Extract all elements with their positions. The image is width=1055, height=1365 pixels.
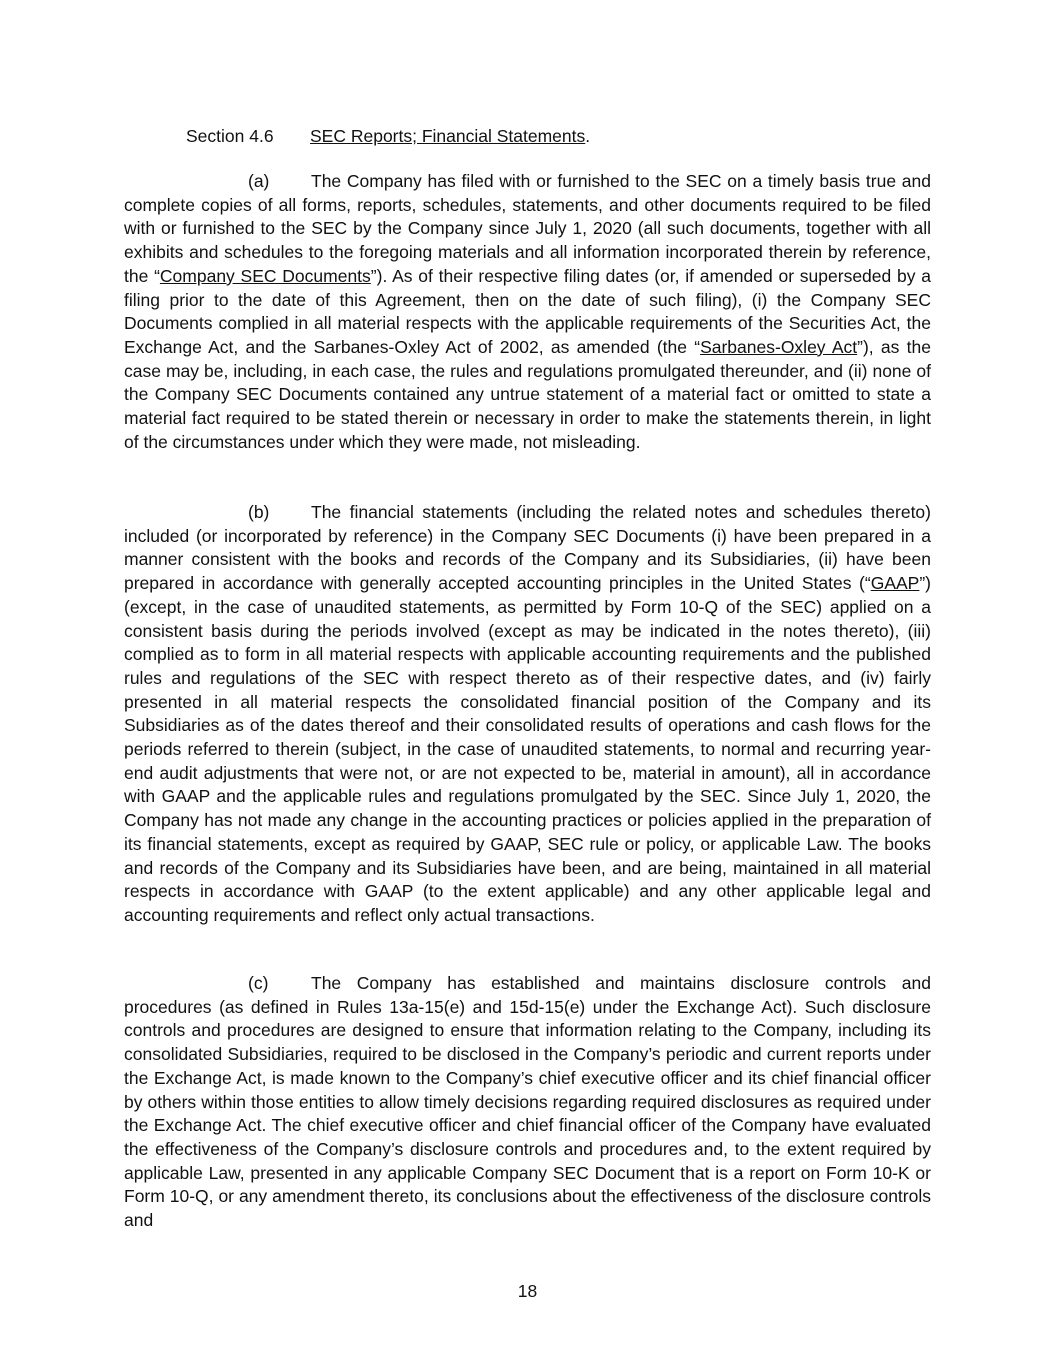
defined-term-gaap: GAAP	[870, 573, 920, 594]
paragraph-b-text-1: The financial statements (including the related notes and schedules thereto) included (or incorporated by reference) in the Company SEC Documents (i) have been prepared in a manner consistent with the books and records of the Company and its Subsidiaries, (ii) have been prepared in accordance with generally accepted accounting principles in the United States (“	[124, 502, 931, 594]
section-title-suffix: .	[585, 126, 591, 146]
paragraph-a	[124, 170, 931, 454]
paragraph-a-label: (a)	[248, 171, 270, 191]
page-number: 18	[517, 1281, 538, 1301]
paragraph-a-text-3: ”), as the case may be, including, in each case, the rules and regulations promulgated thereunder, and (ii) none of the Company SEC Documents contained any untrue statement of a material fact or omitted to state a material fact required to be stated therein or necessary in order to make the statements therein, in light of the circumstances under which they were made, not misleading.	[124, 336, 931, 452]
paragraph-b-text-2: ”) (except, in the case of unaudited statements, as permitted by Form 10-Q of the SEC) applied on a consistent basis during the periods involved (except as may be indicated in the notes thereto), (iii) complied as to form in all material respects with applicable accounting requirements and the published rules and regulations of the SEC with respect thereto as of their respective dates, and (iv) fairly presented in all material respects the consolidated financial position of the Company and its Subsidiaries as of the dates thereof and their consolidated results of operations and cash flows for the periods referred to therein (subject, in the case of unaudited statements, to normal and recurring year-end audit adjustments that were not, or are not expected to be, material in amount), all in accordance with GAAP and the applicable rules and regulations promulgated by the SEC. Since July 1, 2020, the Company has not made any change in the accounting practices or policies applied in the preparation of its financial statements, except as required by GAAP, SEC rule or policy, or applicable Law. The books and records of the Company and its Subsidiaries have been, and are being, maintained in all material respects in accordance with GAAP (to the extent applicable) and any other applicable legal and accounting requirements and reflect only actual transactions.	[124, 573, 931, 925]
paragraph-a-text-1: The Company has filed with or furnished to the SEC on a timely basis true and complete copies of all forms, reports, schedules, statements, and other documents required to be filed with or furnished to the SEC by the Company since July 1, 2020 (all such documents, together with all exhibits and schedules to the foregoing materials and all information incorporated therein by reference, the “	[124, 171, 931, 286]
paragraph-b-label: (b)	[248, 502, 270, 522]
defined-term-sarbanes-oxley-act: Sarbanes-Oxley Act	[700, 336, 858, 357]
paragraph-c-text-1: The Company has established and maintains disclosure controls and procedures (as defined in Rules 13a-15(e) and 15d-15(e) under the Exchange Act). Such disclosure controls and procedures are designed to ensure that information relating to the Company, including its consolidated Subsidiaries, required to be disclosed in the Company’s periodic and current reports under the Exchange Act, is made known to the Company’s chief executive officer and its chief financial officer by others within those entities to allow timely decisions regarding required disclosures as required under the Exchange Act. The chief executive officer and chief financial officer of the Company have evaluated the effectiveness of the Company’s disclosure controls and procedures and, to the extent required by applicable Law, presented in any applicable Company SEC Document that is a report on Form 10-K or Form 10-Q, or any amendment thereto, its conclusions about the effectiveness of the disclosure controls and	[124, 973, 931, 1231]
section-number: Section 4.6	[186, 126, 274, 146]
defined-term-company-sec-documents: Company SEC Documents	[159, 265, 371, 286]
paragraph-c	[124, 972, 931, 1233]
section-title: SEC Reports; Financial Statements	[310, 126, 586, 146]
paragraph-c-label: (c)	[248, 973, 269, 993]
paragraph-a-text-2: ”). As of their respective filing dates (or, if amended or superseded by a filing prior to the date of this Agreement, then on the date of such filing), (i) the Company SEC Documents complied in all material respects with the applicable requirements of the Securities Act, the Exchange Act, and the Sarbanes-Oxley Act of 2002, as amended (the “	[124, 265, 931, 357]
section-heading	[186, 125, 590, 149]
paragraph-b	[124, 501, 931, 928]
